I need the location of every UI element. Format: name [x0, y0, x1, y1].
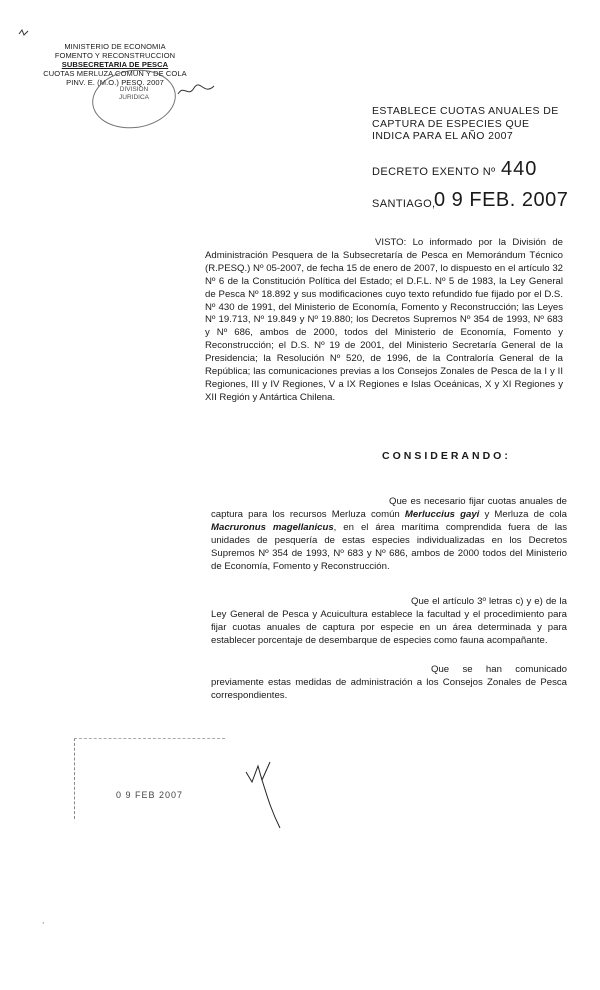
reception-stamp-date: 0 9 FEB 2007: [116, 790, 184, 800]
signature-icon: [240, 752, 290, 832]
p1-text-e: , en el área marítima comprendida fuera de las unidades de pesquería de estas especies individualizadas en los Decretos Supremos Nº 354 de 1993, Nº 683 y Nº 686, ambos de 2000 todos del Ministerio de Economía, Fomento y Reconstrucción.: [211, 521, 567, 572]
letterhead-subsecretaria: SUBSECRETARIA DE PESCA: [61, 60, 169, 69]
title-line-2: CAPTURA DE ESPECIES QUE: [372, 117, 530, 130]
letterhead-reference: CUOTAS MERLUZA COMUN Y DE COLA: [43, 69, 187, 78]
p1-text-a: Que es necesario fijar cuotas anuales de captura para los recursos Merluza común: [211, 496, 567, 520]
seal-text: [106, 86, 162, 102]
decree-date-stamp: 0 9 FEB. 2007: [434, 189, 569, 211]
considerando-paragraph-3: Que se han comunicado previamente estas medidas de administración a los Consejos Zonales de Pesca correspondientes.: [211, 664, 567, 701]
considerando-paragraph-2: Que el artículo 3º letras c) y e) de la Ley General de Pesca y Acuicultura establece la facultad y el procedimiento para fijar cuotas anuales de captura por especie en un área determinada y para establecer porcentaje de desembarque de especies como fauna acompañante.: [211, 596, 567, 646]
seal-line-2: JURIDICA: [119, 94, 149, 101]
species-merluza-cola: Macruronus magellanicus: [211, 521, 334, 533]
decree-label: DECRETO EXENTO Nº: [372, 166, 496, 178]
letterhead-reference-code: PINV. E. (M.O.) PESQ. 2007: [66, 78, 164, 87]
p1-text-c: y Merluza de cola: [479, 508, 567, 520]
place-date-line: [372, 189, 569, 211]
letterhead-ministry: MINISTERIO DE ECONOMIA: [64, 42, 166, 51]
considerando-paragraph-1: [211, 496, 567, 573]
seal-line-1: DIVISION: [119, 86, 149, 93]
considerando-heading: CONSIDERANDO:: [382, 450, 511, 462]
corner-mark-icon: [18, 28, 30, 38]
decree-number-line: [372, 158, 538, 180]
decree-title: [372, 105, 562, 143]
letterhead-department: FOMENTO Y RECONSTRUCCION: [54, 51, 176, 60]
decree-number: 440: [501, 158, 538, 180]
species-merluza-comun: Merluccius gayi: [404, 508, 480, 520]
place-label: SANTIAGO,: [372, 198, 436, 210]
title-line-1: ESTABLECE CUOTAS ANUALES DE: [372, 105, 559, 117]
title-line-3: INDICA PARA EL AÑO 2007: [372, 130, 514, 142]
reception-stamp: [74, 738, 225, 819]
visto-paragraph: VISTO: Lo informado por la División de Administración Pesquera de la Subsecretaría de Pesca en Memorándum Técnico (R.PESQ.) Nº 05-2007, de fecha 15 de enero de 2007, lo dispuesto en el artículo 32 Nº 6 de la Constitución Política del Estado; el D.F.L. Nº 5 de 1983, la Ley General de Pesca Nº 18.892 y sus modificaciones cuyo texto refundido fue fijado por el D.S. Nº 430 de 1991, del Ministerio de Economía, Fomento y Reconstrucción; las Leyes Nº 19.713, Nº 19.849 y Nº 19.880; los Decretos Supremos Nº 354 de 1993, Nº 683 y Nº 686, ambos de 2000, todos del Ministerio de Economía, Fomento y Reconstrucción; el D.S. Nº 19 de 2001, del Ministerio Secretaría General de la Presidencia; la Resolución Nº 520, de 1996, de la Contraloría General de la República; las comunicaciones previas a los Consejos Zonales de Pesca de la I y II Regiones, III y IV Regiones, V a IX Regiones e Islas Oceánicas, X y XI Regiones y XII Región y Antártica Chilena.: [205, 237, 563, 403]
page-mark: ,: [42, 916, 45, 925]
handwritten-initials-icon: [176, 80, 216, 102]
